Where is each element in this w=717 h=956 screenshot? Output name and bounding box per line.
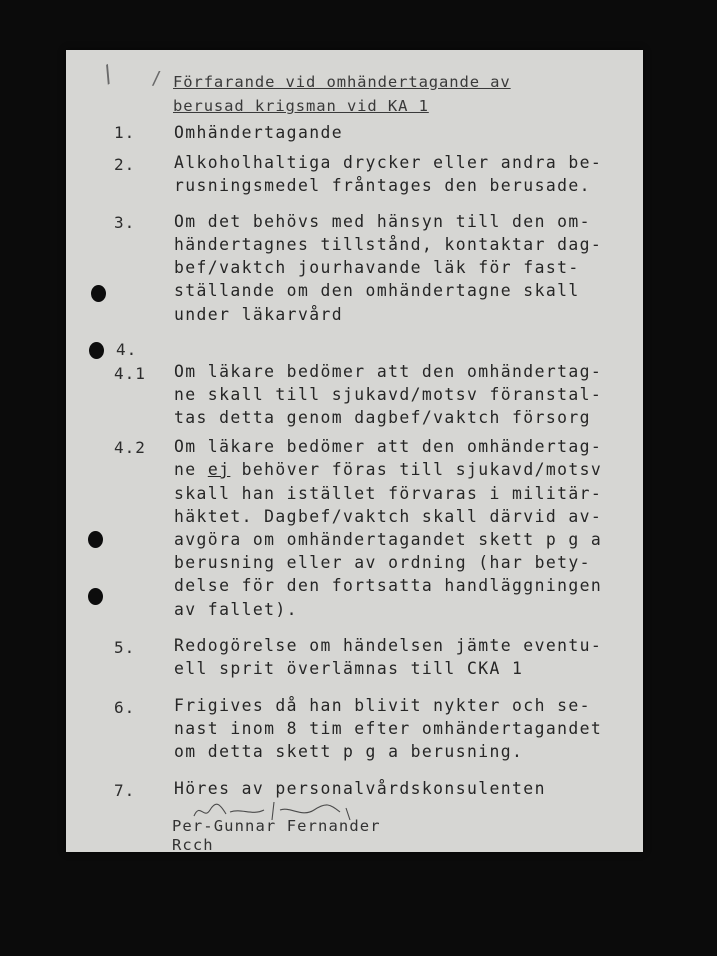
- punch-hole: [88, 588, 103, 605]
- document-title-line-2: berusad krigsman vid KA 1: [173, 97, 429, 115]
- item-text-line: häktet. Dagbef/vaktch skall därvid av-: [174, 507, 603, 526]
- item-text-line: bef/vaktch jourhavande läk för fast-: [174, 258, 580, 277]
- pencil-mark: /: [151, 68, 162, 89]
- item-text-line: Frigives då han blivit nykter och se-: [174, 696, 591, 715]
- punch-hole: [88, 531, 103, 548]
- item-text-line: berusning eller av ordning (har bety-: [174, 553, 591, 572]
- signature-name: Per-Gunnar Fernander: [172, 817, 381, 835]
- punch-hole: [91, 285, 106, 302]
- item-text-line: ställande om den omhändertagne skall: [174, 281, 580, 300]
- item-text-line: ell sprit överlämnas till CKA 1: [174, 659, 524, 678]
- item-number: 2.: [114, 155, 136, 174]
- item-text-line: delse för den fortsatta handläggningen: [174, 576, 603, 595]
- item-text-line: tas detta genom dagbef/vaktch försorg: [174, 408, 591, 427]
- punch-hole: [89, 342, 104, 359]
- item-number: 6.: [114, 698, 136, 717]
- item-text-line: om detta skett p g a berusning.: [174, 742, 524, 761]
- item-number: 7.: [114, 781, 136, 800]
- item-text-line: Om läkare bedömer att den omhändertag-: [174, 437, 603, 456]
- item-text-line: Om läkare bedömer att den omhändertag-: [174, 362, 603, 381]
- document-page: [66, 50, 643, 852]
- item-number: 4.2: [114, 438, 146, 457]
- item-text-line: skall han istället förvaras i militär-: [174, 484, 603, 503]
- item-text-line: ne ej behöver föras till sjukavd/motsv: [174, 460, 603, 479]
- item-text-line: nast inom 8 tim efter omhändertagandet: [174, 719, 603, 738]
- item-number: 3.: [114, 213, 136, 232]
- item-number: 5.: [114, 638, 136, 657]
- item-text-line: ne skall till sjukavd/motsv föranstal-: [174, 385, 603, 404]
- item-text-line: händertagnes tillstånd, kontaktar dag-: [174, 235, 603, 254]
- item-text-line: under läkarvård: [174, 305, 344, 324]
- item-number: 4.1: [114, 364, 146, 383]
- item-text-line: rusningsmedel fråntages den berusade.: [174, 176, 591, 195]
- item-text-line: avgöra om omhändertagandet skett p g a: [174, 530, 603, 549]
- emphasized-word: ej: [207, 460, 231, 479]
- item-number: 4.: [116, 340, 138, 359]
- document-title-line-1: Förfarande vid omhändertagande av: [173, 73, 511, 91]
- item-text-line: Höres av personalvårdskonsulenten: [174, 779, 546, 798]
- signature-title: Rcch: [172, 836, 214, 852]
- item-text-line: av fallet).: [174, 600, 298, 619]
- item-text-line: Alkoholhaltiga drycker eller andra be-: [174, 153, 603, 172]
- item-number: 1.: [114, 123, 136, 142]
- item-text-line: Om det behövs med hänsyn till den om-: [174, 212, 591, 231]
- item-text-line: Omhändertagande: [174, 123, 344, 142]
- item-text-line: Redogörelse om händelsen jämte eventu-: [174, 636, 603, 655]
- pencil-mark: /: [96, 60, 121, 89]
